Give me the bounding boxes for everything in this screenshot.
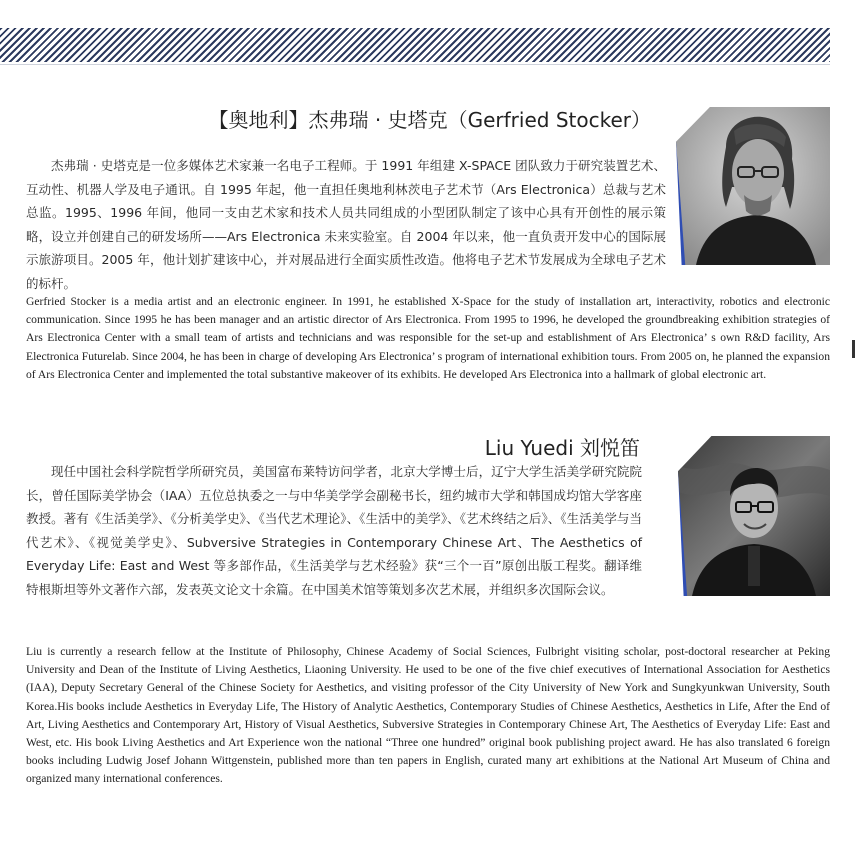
person1-bio-chinese: 杰弗瑞 · 史塔克是一位多媒体艺术家兼一名电子工程师。于 1991 年组建 X-SPACE 团队致力于研究装置艺术、互动性、机器人学及电子通讯。自 1995 年起，他一直担任奥地利林茨电子艺术节（Ars Electronica）总裁与艺术总监。1995、1996 年间，他同一支由艺术家和技术人员共同组成的小型团队制定了该中心具有开创性的展示策略，设立并创建自己的研发场所——Ars Electronica 未来实验室。自 2004 年以来，他一直负责开发中心的国际展示旅游项目。2005 年，他计划扩建该中心，并对展品进行全面实质性改造。他将电子艺术节发展成为全球电子艺术的标杆。 — [26, 158, 666, 291]
person2-bio-english: Liu is currently a research fellow at the Institute of Philosophy, Chinese Academy of Social Sciences, Fulbright visiting scholar, post-doctoral researcher at Peking University and Dean of the Institute of Living Aesthetics, Liaoning University. He used to be one of the five chief executives of International Association for Aesthetics (IAA), Deputy Secretary General of the Chinese Society for Aesthetics, and visiting professor of the City University of New York and Sungkyunkwan University, South Korea.His books include Aesthetics in Everyday Life, The History of Analytic Aesthetics, Contemporary Studies of Chinese Aesthetics, Aesthetics in Life, After the End of Art, Living Aesthetics and Contemporary Art, History of Visual Aesthetics, Subversive Strategies in Contemporary Chinese Art, The Aesthetics of Everyday Life: East and West, etc. His book Living Aesthetics and Art Experience won the national “Three one hundred” original book publishing project award. He has also translated 6 foreign books including Ludwig Josef Johann Wittgenstein, published more than ten papers in English, curated many art exhibitions at the National Art Museum of China and organized many international conferences. — [26, 645, 830, 786]
header-divider — [0, 64, 830, 65]
edge-marker — [852, 340, 855, 358]
person2-title: Liu Yuedi 刘悦笛 — [484, 436, 640, 460]
person2-portrait — [678, 436, 830, 596]
person1-title: 【奥地利】杰弗瑞 · 史塔克（Gerfried Stocker） — [208, 108, 651, 132]
portrait-image — [678, 436, 830, 596]
header-stripe-banner — [0, 28, 830, 62]
person2-bio-chinese: 现任中国社会科学院哲学所研究员，美国富布莱特访问学者，北京大学博士后，辽宁大学生活美学研究院院长，曾任国际美学协会（IAA）五位总执委之一与中华美学学会副秘书长，纽约城市大学和韩国成均馆大学客座教授。著有《生活美学》、《分析美学史》、《当代艺术理论》、《生活中的美学》、《艺术终结之后》、《生活美学与当代艺术》、《视觉美学史》、Subversive Strategies in Contemporary Chinese Art、The Aesthetics of Everyday Life: East and West 等多部作品，《生活美学与艺术经验》获“三个一百”原创出版工程奖。翻译维特根斯坦等外文著作六部，发表英文论文十余篇。在中国美术馆等策划多次艺术展，并组织多次国际会议。 — [26, 464, 642, 597]
person1-portrait — [676, 107, 830, 265]
portrait-image — [676, 107, 830, 265]
person1-bio-english: Gerfried Stocker is a media artist and an electronic engineer. In 1991, he established X-Space for the study of installation art, interactivity, robotics and electronic communication. Since 1995 he has been manager and an artistic director of Ars Electronica. From 1995 to 1996, he developed the groundbreaking exhibition strategies of Ars Electronica Center with a small team of artists and technicians and was responsible for the set-up and establishment of Ars Electronica’ s own R&D facility, Ars Electronica Futurelab. Since 2004, he has been in charge of developing Ars Electronica’ s program of international exhibition tours. From 2005 on, he planned the expansion of Ars Electronica Center and implemented the total substantive makeover of its exhibits. He developed Ars Electronica into a hallmark of global electronic art. — [26, 295, 830, 381]
